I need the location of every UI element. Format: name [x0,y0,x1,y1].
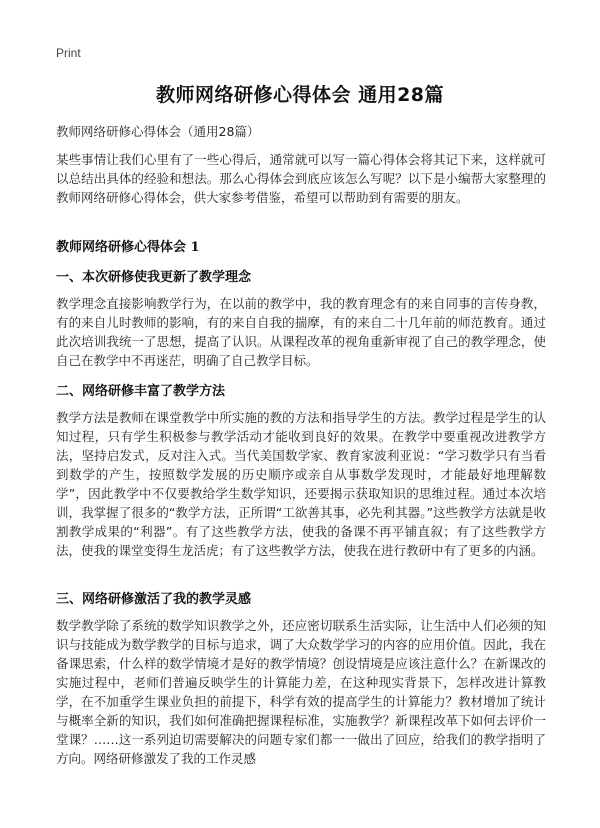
paragraph-3: 数学教学除了系统的数学知识教学之外，还应密切联系生活实际，让生活中人们必须的知识与技能成为数学教学的目标与追求，调了大众数学学习的内容的应用价值。因此，我在备课思索，什么样的数学情境才是好的教学情境？创设情境是应该注意什么？在新课改的实施过程中，老师们普遍反映学生的计算能力差，在这种现实背景下，怎样改进计算教学，在不加重学生课业负担的前提下，科学有效的提高学生的计算能力？教材增加了统计与概率全新的知识，我们如何准确把握课程标准，实施教学？新课程改革下如何去评价一堂课？……这一系列迫切需要解决的问题专家们都一一做出了回应，给我们的教学指明了方向。网络研修激发了我的工作灵感 [56,618,546,766]
heading-2: 二、网络研修丰富了教学方法 [56,384,226,399]
section-title: 教师网络研修心得体会 1 [56,240,200,255]
heading-1: 一、本次研修使我更新了教学理念 [56,270,252,285]
intro-paragraph: 某些事情让我们心里有了一些心得后，通常就可以写一篇心得体会将其记下来，这样就可以总结出具体的经验和想法。那么心得体会到底应该怎么写呢？以下是小编帮大家整理的教师网络研修心得体会，供大家参考借鉴，希望可以帮助到有需要的朋友。 [56,152,546,205]
paragraph-2: 教学方法是教师在课堂教学中所实施的教的方法和指导学生的方法。教学过程是学生的认知过程，只有学生积极参与教学活动才能收到良好的效果。在教学中要重视改进教学方法，坚持启发式，反对注入式。当代美国数学家、教育家波利亚说：“学习数学只有当看到数学的产生，按照数学发展的历史顺序或亲自从事数学发现时，才能最好地理解数学”，因此教学中不仅要教给学生数学知识，还要揭示获取知识的思维过程。通过本次培训，我掌握了很多的“教学方法，正所谓“工欲善其事，必先利其器。”这些教学方法就是收割教学成果的“利器”。有了这些教学方法，使我的备课不再平铺直叙；有了这些教学方法，使我的课堂变得生龙活虎；有了这些教学方法，使我在进行教研中有了更多的内涵。 [56,410,546,558]
document-subtitle: 教师网络研修心得体会（通用28篇） [56,124,260,139]
print-label[interactable]: Print [56,46,81,60]
heading-3: 三、网络研修激活了我的教学灵感 [56,592,252,607]
document-title: 教师网络研修心得体会 通用28篇 [155,84,445,106]
paragraph-1: 教学理念直接影响教学行为，在以前的教学中，我的教育理念有的来自同事的言传身教，有的来自儿时教师的影响，有的来自自我的揣摩，有的来自二十几年前的师范教育。通过此次培训我统一了思想，提高了认识。从课程改革的视角重新审视了自己的教学理念，使自己在教学中不再迷茫，明确了自己教学目标。 [56,296,546,368]
